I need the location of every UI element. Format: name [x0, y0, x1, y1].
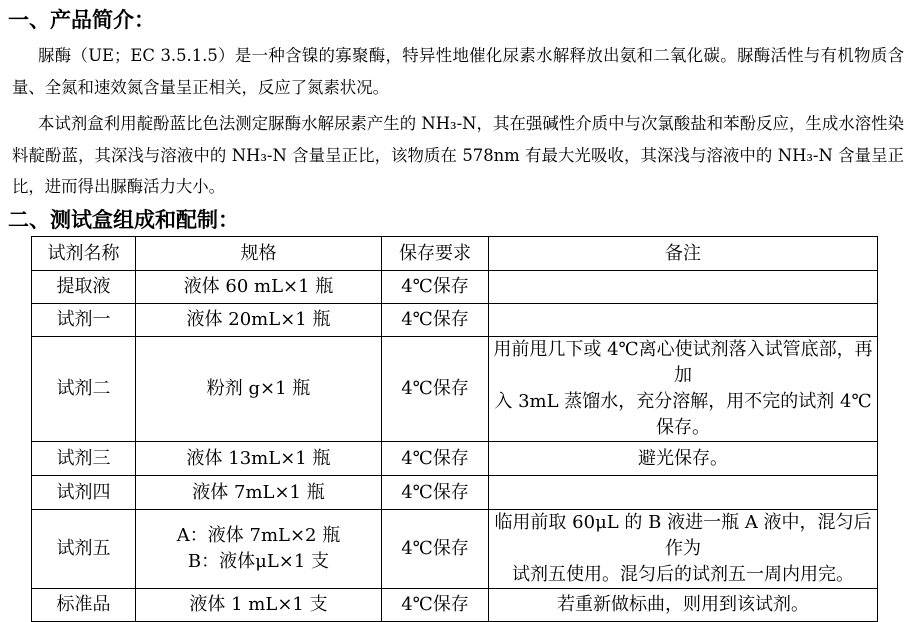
reagent-spec: 液体 13mL×1 瓶 — [136, 442, 382, 476]
section-2-title: 二、测试盒组成和配制： — [8, 208, 239, 232]
reagent-spec: 液体 20mL×1 瓶 — [136, 304, 382, 337]
reagent-storage: 4℃保存 — [382, 442, 489, 476]
note-line: 试剂五使用。混匀后的试剂五一周内用完。 — [512, 564, 854, 585]
reagent-spec: 液体 60 mL×1 瓶 — [136, 271, 382, 304]
reagent-note — [489, 589, 878, 622]
note-line: 入 3mL 蒸馏水，充分溶解，用不完的试剂 4℃保存。 — [494, 391, 872, 438]
table-row — [32, 589, 878, 622]
reagent-note — [489, 442, 878, 476]
reagent-name: 提取液 — [32, 271, 136, 304]
note-line: 临用前取 60μL 的 B 液进一瓶 A 液中，混匀后作为 — [494, 512, 872, 559]
note-line: 用前甩几下或 4℃离心使试剂落入试管底部，再加 — [493, 339, 873, 386]
table-header-row — [32, 237, 878, 271]
reagent-spec — [136, 510, 382, 589]
reagent-name: 试剂四 — [32, 476, 136, 510]
header-specification: 规格 — [136, 237, 382, 271]
header-notes: 备注 — [489, 237, 878, 271]
section-1-title: 一、产品简介： — [8, 8, 155, 32]
reagent-name: 试剂一 — [32, 304, 136, 337]
table-row — [32, 337, 878, 442]
reagent-storage: 4℃保存 — [382, 304, 489, 337]
table-row — [32, 476, 878, 510]
note-line: 若重新做标曲，则用到该试剂。 — [557, 594, 809, 615]
note-line: 避光保存。 — [638, 447, 728, 469]
reagent-name: 试剂三 — [32, 442, 136, 476]
reagent-storage: 4℃保存 — [382, 589, 489, 622]
spec-line: B：液体μL×1 支 — [187, 551, 330, 572]
reagent-storage: 4℃保存 — [382, 271, 489, 304]
intro-paragraph-1: 脲酶（UE；EC 3.5.1.5）是一种含镍的寡聚酶，特异性地催化尿素水解释放出氨和二氧化碳。脲酶活性与有机物质含量、全氮和速效氮含量呈正相关，反应了氮素状况。 — [12, 46, 904, 97]
table-row — [32, 304, 878, 337]
reagent-storage: 4℃保存 — [382, 337, 489, 442]
table-row — [32, 510, 878, 589]
reagent-name: 标准品 — [32, 589, 136, 622]
reagent-spec: 液体 7mL×1 瓶 — [136, 476, 382, 510]
kit-composition-table — [31, 236, 878, 622]
reagent-storage: 4℃保存 — [382, 476, 489, 510]
reagent-storage: 4℃保存 — [382, 510, 489, 589]
spec-line: A：液体 7mL×2 瓶 — [176, 525, 341, 546]
reagent-note — [489, 510, 878, 589]
reagent-note — [489, 304, 878, 337]
reagent-spec: 粉剂 g×1 瓶 — [136, 337, 382, 442]
table-row — [32, 442, 878, 476]
reagent-name: 试剂五 — [32, 510, 136, 589]
header-reagent-name: 试剂名称 — [32, 237, 136, 271]
intro-paragraph-2: 本试剂盒利用靛酚蓝比色法测定脲酶水解尿素产生的 NH₃-N，其在强碱性介质中与次氯酸盐和苯酚反应，生成水溶性染料靛酚蓝，其深浅与溶液中的 NH₃-N 含量呈正比，该物质在 578nm 有最大光吸收，其深浅与溶液中的 NH₃-N 含量呈正比，进而得出脲酶活力大小。 — [12, 114, 904, 196]
reagent-name: 试剂二 — [32, 337, 136, 442]
reagent-note — [489, 271, 878, 304]
reagent-spec: 液体 1 mL×1 支 — [136, 589, 382, 622]
reagent-note — [489, 337, 878, 442]
reagent-note — [489, 476, 878, 510]
table-row — [32, 271, 878, 304]
header-storage: 保存要求 — [382, 237, 489, 271]
